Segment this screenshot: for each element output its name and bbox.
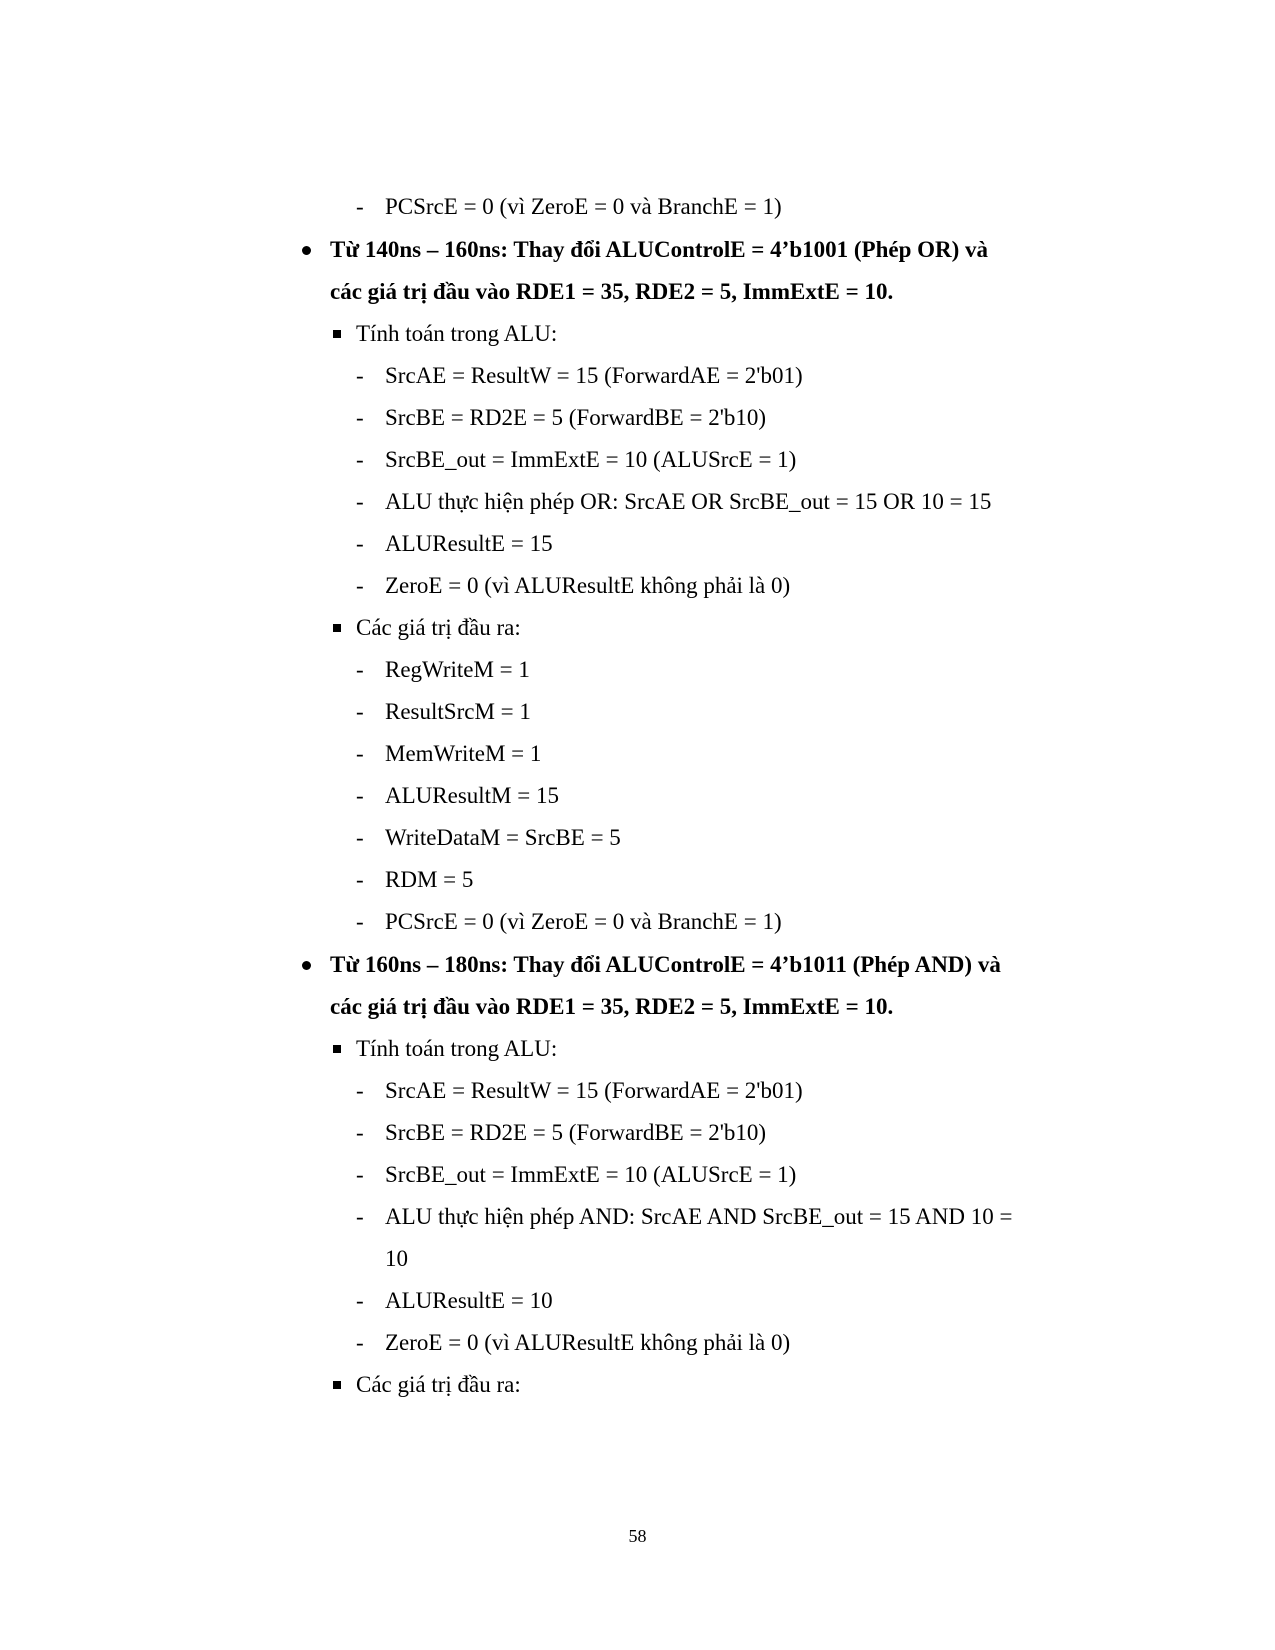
dash-marker: - xyxy=(356,867,364,892)
section-heading: Từ 160ns – 180ns: Thay đổi ALUControlE = 4’b1011 (Phép AND) và xyxy=(330,952,1001,977)
dash-marker: - xyxy=(356,1204,364,1229)
dash-marker: - xyxy=(356,1078,364,1103)
dash-marker: - xyxy=(356,825,364,850)
dash-marker: - xyxy=(356,363,364,388)
square-bullet-icon xyxy=(333,1381,341,1389)
list-item: ResultSrcM = 1 xyxy=(385,699,531,724)
section-heading-cont: các giá trị đầu vào RDE1 = 35, RDE2 = 5, ImmExtE = 10. xyxy=(330,994,894,1019)
dash-marker: - xyxy=(356,909,364,934)
list-item: SrcAE = ResultW = 15 (ForwardAE = 2'b01) xyxy=(385,1078,803,1103)
list-item: ALUResultE = 15 xyxy=(385,531,553,556)
bullet-icon xyxy=(302,961,311,970)
list-item: WriteDataM = SrcBE = 5 xyxy=(385,825,621,850)
square-bullet-icon xyxy=(333,1045,341,1053)
subheading: Tính toán trong ALU: xyxy=(356,1036,558,1061)
square-bullet-icon xyxy=(333,624,341,632)
list-item: SrcBE = RD2E = 5 (ForwardBE = 2'b10) xyxy=(385,405,766,430)
list-item: ALUResultE = 10 xyxy=(385,1288,553,1313)
list-item: SrcAE = ResultW = 15 (ForwardAE = 2'b01) xyxy=(385,363,803,388)
dash-marker: - xyxy=(356,573,364,598)
dash-marker: - xyxy=(356,1330,364,1355)
list-item: ALU thực hiện phép OR: SrcAE OR SrcBE_out = 15 OR 10 = 15 xyxy=(385,489,992,514)
list-item-cont: 10 xyxy=(385,1246,408,1271)
bullet-icon xyxy=(302,246,311,255)
subheading: Các giá trị đầu ra: xyxy=(356,615,521,640)
dash-marker: - xyxy=(356,447,364,472)
dash-marker: - xyxy=(356,1288,364,1313)
list-item: ZeroE = 0 (vì ALUResultE không phải là 0) xyxy=(385,1330,791,1355)
dash-marker: - xyxy=(356,531,364,556)
dash-marker: - xyxy=(356,194,364,219)
list-item: SrcBE_out = ImmExtE = 10 (ALUSrcE = 1) xyxy=(385,1162,797,1187)
list-item: RDM = 5 xyxy=(385,867,474,892)
dash-marker: - xyxy=(356,405,364,430)
dash-marker: - xyxy=(356,1120,364,1145)
dash-marker: - xyxy=(356,699,364,724)
subheading: Các giá trị đầu ra: xyxy=(356,1372,521,1397)
list-item: PCSrcE = 0 (vì ZeroE = 0 và BranchE = 1) xyxy=(385,194,782,219)
dash-marker: - xyxy=(356,657,364,682)
dash-marker: - xyxy=(356,783,364,808)
square-bullet-icon xyxy=(333,330,341,338)
list-item: MemWriteM = 1 xyxy=(385,741,542,766)
list-item: ZeroE = 0 (vì ALUResultE không phải là 0) xyxy=(385,573,791,598)
dash-marker: - xyxy=(356,741,364,766)
list-item: ALU thực hiện phép AND: SrcAE AND SrcBE_out = 15 AND 10 = xyxy=(385,1204,1013,1229)
list-item: RegWriteM = 1 xyxy=(385,657,530,682)
dash-marker: - xyxy=(356,489,364,514)
list-item: ALUResultM = 15 xyxy=(385,783,559,808)
section-heading: Từ 140ns – 160ns: Thay đổi ALUControlE = 4’b1001 (Phép OR) và xyxy=(330,237,989,262)
section-heading-cont: các giá trị đầu vào RDE1 = 35, RDE2 = 5, ImmExtE = 10. xyxy=(330,279,894,304)
page-number: 58 xyxy=(628,1526,647,1546)
subheading: Tính toán trong ALU: xyxy=(356,321,558,346)
list-item: SrcBE = RD2E = 5 (ForwardBE = 2'b10) xyxy=(385,1120,766,1145)
list-item: PCSrcE = 0 (vì ZeroE = 0 và BranchE = 1) xyxy=(385,909,782,934)
list-item: SrcBE_out = ImmExtE = 10 (ALUSrcE = 1) xyxy=(385,447,797,472)
dash-marker: - xyxy=(356,1162,364,1187)
